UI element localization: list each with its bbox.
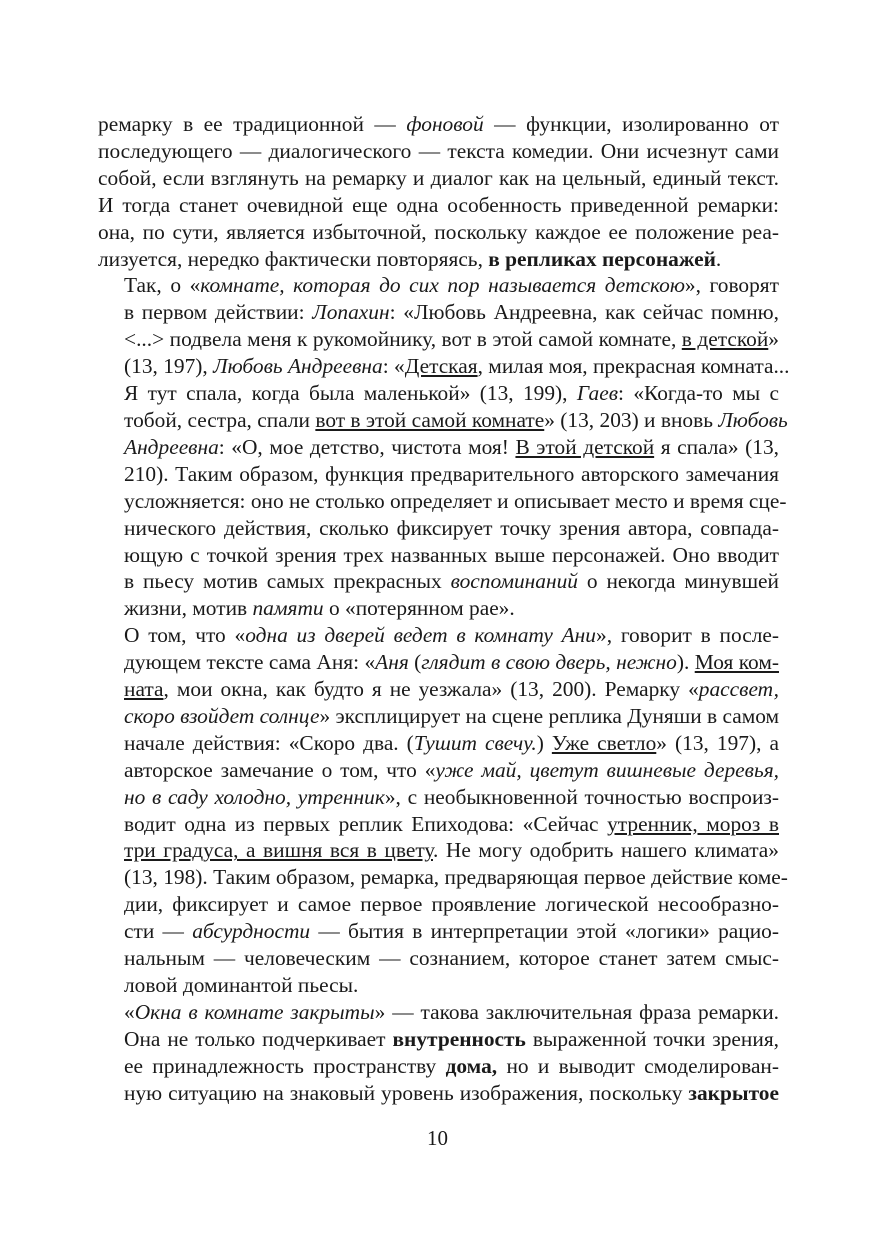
page-number: 10 (427, 1126, 448, 1150)
bold-text: в репликах персонажей (488, 246, 716, 271)
text-line (98, 999, 779, 1026)
text-run: в пьесу мотив самых прекрасных (124, 569, 451, 594)
text-run: водит одна из первых реплик Епиходова: «Сейчас (124, 811, 608, 836)
text-run: И тогда станет очевидной еще одна особенность приведенной ремарки: (98, 192, 779, 217)
text-line (98, 918, 779, 945)
underlined-text: утренник, мороз в (607, 811, 779, 836)
text-line (98, 891, 779, 918)
text-run: », говорят (684, 273, 779, 298)
text-line (98, 407, 788, 434)
text-line (98, 299, 779, 326)
underlined-text: ната (124, 677, 164, 702)
text-line (98, 272, 779, 299)
italic-text: комнате, которая до сих пор называется детскою (200, 273, 685, 298)
text-run: : «О, мое детство, чистота моя! (218, 434, 516, 459)
text-run: » — такова заключительная фраза ремарки. (374, 999, 779, 1024)
text-run: начале действия: «Скоро два. ( (124, 730, 414, 755)
text-line (98, 111, 779, 138)
text-run: ловой доминантой пьесы. (124, 973, 359, 997)
text-line (98, 568, 779, 595)
text-run: ( (408, 650, 422, 675)
text-line (98, 434, 779, 461)
text-run: , мои окна, как будто я не уезжала» (13, 200). Ремарку « (163, 677, 699, 702)
text-run: . Не могу одобрить нашего климата» (432, 838, 779, 863)
text-line (98, 945, 779, 972)
italic-text: Любовь (718, 407, 788, 432)
text-run: она, по сути, является избыточной, поскольку каждое ее положение реа- (98, 219, 779, 244)
text-run: — бытия в интерпретации этой «логики» рацио- (310, 919, 779, 944)
text-run: ) (536, 730, 552, 755)
text-run: 210). Таким образом, функция предварительного авторского замечания (124, 461, 779, 486)
italic-text: фоновой (406, 112, 484, 136)
text-run: Так, о « (124, 273, 201, 298)
text-run: жизни, мотив (124, 596, 253, 621)
italic-text: рассвет, (698, 677, 779, 702)
text-run: : «Когда-то мы с (618, 381, 779, 406)
text-run: О том, что « (124, 623, 246, 648)
text-line (98, 703, 779, 730)
paragraph (98, 999, 779, 1107)
text-line (98, 837, 779, 864)
text-run: лизуется, нередко фактически повторяясь, (98, 246, 489, 271)
text-run: но и выводит смоделирован- (497, 1053, 780, 1078)
text-run: Она не только подчеркивает (124, 1026, 393, 1051)
text-run: нического действия, сколько фиксирует точку зрения автора, совпада- (124, 515, 779, 540)
text-run: тобой, сестра, спали (124, 407, 316, 432)
text-line (98, 165, 779, 192)
italic-text: абсурдности (192, 919, 311, 944)
text-line (98, 488, 787, 515)
text-run: », с необыкновенной точностью воспроиз- (384, 784, 779, 809)
underlined-text: В этой детской (515, 434, 655, 459)
text-line (98, 757, 779, 784)
text-line (98, 138, 779, 165)
text-run: : «Любовь Андреевна, как сейчас помню, (389, 300, 779, 325)
text-line (98, 542, 779, 569)
text-line (98, 1053, 779, 1080)
text-run: последующего — диалогического — текста комедии. Они исчезнут сами (98, 138, 779, 163)
text-run: ремарку в ее традиционной — (98, 112, 407, 136)
paragraph (98, 622, 788, 999)
text-run: », говорит в после- (596, 623, 779, 648)
bold-text: дома, (445, 1053, 498, 1078)
text-line (98, 972, 779, 999)
underlined-text: Детская (404, 354, 478, 379)
text-line (98, 811, 779, 838)
text-line (98, 192, 779, 219)
bold-text: закрытое (688, 1080, 779, 1105)
text-line (98, 730, 779, 757)
text-run: в первом действии: (124, 300, 313, 325)
text-line (98, 864, 788, 891)
text-run: Я тут спала, когда была маленькой» (13, 199), (124, 381, 577, 406)
italic-text: одна из дверей ведет в комнату Ани (245, 623, 596, 648)
text-line (98, 784, 779, 811)
text-line (98, 1026, 779, 1053)
text-line (98, 515, 779, 542)
text-run: нальным — человеческим — сознанием, которое станет затем смыс- (124, 946, 779, 971)
text-run: ее принадлежность пространству (124, 1053, 446, 1078)
page-body (98, 111, 790, 1107)
text-run: <...> подвела меня к рукомойнику, вот в этой самой комнате, (124, 327, 682, 352)
text-run: усложняется: оно не столько определяет и описывает место и время сце- (124, 488, 787, 513)
text-line (98, 676, 779, 703)
paragraph (98, 111, 779, 272)
text-line (98, 622, 779, 649)
text-run: (13, 197), (124, 354, 214, 379)
italic-text: памяти (252, 596, 324, 621)
underlined-text: вот в этой самой комнате (315, 407, 545, 432)
italic-text: Любовь Андреевна (213, 354, 383, 379)
italic-text: глядит в свою дверь, нежно (421, 650, 677, 675)
text-line (98, 219, 779, 246)
text-run: » (768, 327, 779, 352)
text-line (98, 461, 779, 488)
italic-text: уже май, цветут вишневые деревья, (435, 757, 779, 782)
italic-text: Лопахин (312, 300, 390, 325)
underlined-text: в детской (681, 327, 769, 352)
paragraph (98, 272, 790, 622)
text-run: о «потерянном рае». (323, 596, 515, 621)
text-run: дии, фиксирует и самое первое проявление логической несообразно- (124, 892, 779, 917)
italic-text: Андреевна (124, 434, 219, 459)
text-run: я спала» (13, (654, 434, 779, 459)
text-run: о некогда минувшей (578, 569, 779, 594)
text-line (98, 353, 790, 380)
text-line (98, 1080, 779, 1107)
italic-text: Окна в комнате закрыты (134, 999, 375, 1024)
text-run: ющую с точкой зрения трех названных выше персонажей. Оно вводит (124, 542, 779, 567)
text-line (98, 246, 779, 273)
italic-text: скоро взойдет солнце (124, 703, 320, 728)
italic-text: но в саду холодно, утренник (124, 784, 385, 809)
text-run: : « (382, 354, 405, 379)
italic-text: Аня (375, 650, 409, 675)
text-run: (13, 198). Таким образом, ремарка, предваряющая первое действие коме- (124, 865, 788, 890)
text-run: , милая моя, прекрасная комната... (477, 354, 790, 379)
underlined-text: Моя ком- (694, 650, 779, 675)
text-line (98, 595, 779, 622)
underlined-text: три градуса, а вишня вся в цвету (124, 838, 433, 863)
italic-text: Тушит свечу. (413, 730, 537, 755)
text-run: ную ситуацию на знаковый уровень изображения, поскольку (124, 1080, 689, 1105)
text-run: выраженной точки зрения, (525, 1026, 780, 1051)
text-run: » (13, 203) и вновь (544, 407, 719, 432)
text-line (98, 649, 779, 676)
italic-text: Гаев (576, 381, 619, 406)
underlined-text: Уже светло (551, 730, 657, 755)
text-run: авторское замечание о том, что « (124, 757, 436, 782)
text-run: . (715, 246, 722, 271)
text-run: — функции, изолированно от (483, 112, 779, 136)
text-run: » эксплицирует на сцене реплика Дуняши в самом (319, 703, 780, 728)
text-run: « (124, 999, 135, 1024)
text-run: сти — (124, 919, 193, 944)
italic-text: воспоминаний (450, 569, 578, 594)
text-run: дующем тексте сама Аня: « (124, 650, 376, 675)
bold-text: внутренность (392, 1026, 526, 1051)
text-run: ). (676, 650, 695, 675)
text-line (98, 326, 779, 353)
text-run: » (13, 197), а (656, 730, 779, 755)
text-line (98, 380, 779, 407)
text-run: собой, если взглянуть на ремарку и диалог как на цельный, единый текст. (98, 165, 779, 190)
